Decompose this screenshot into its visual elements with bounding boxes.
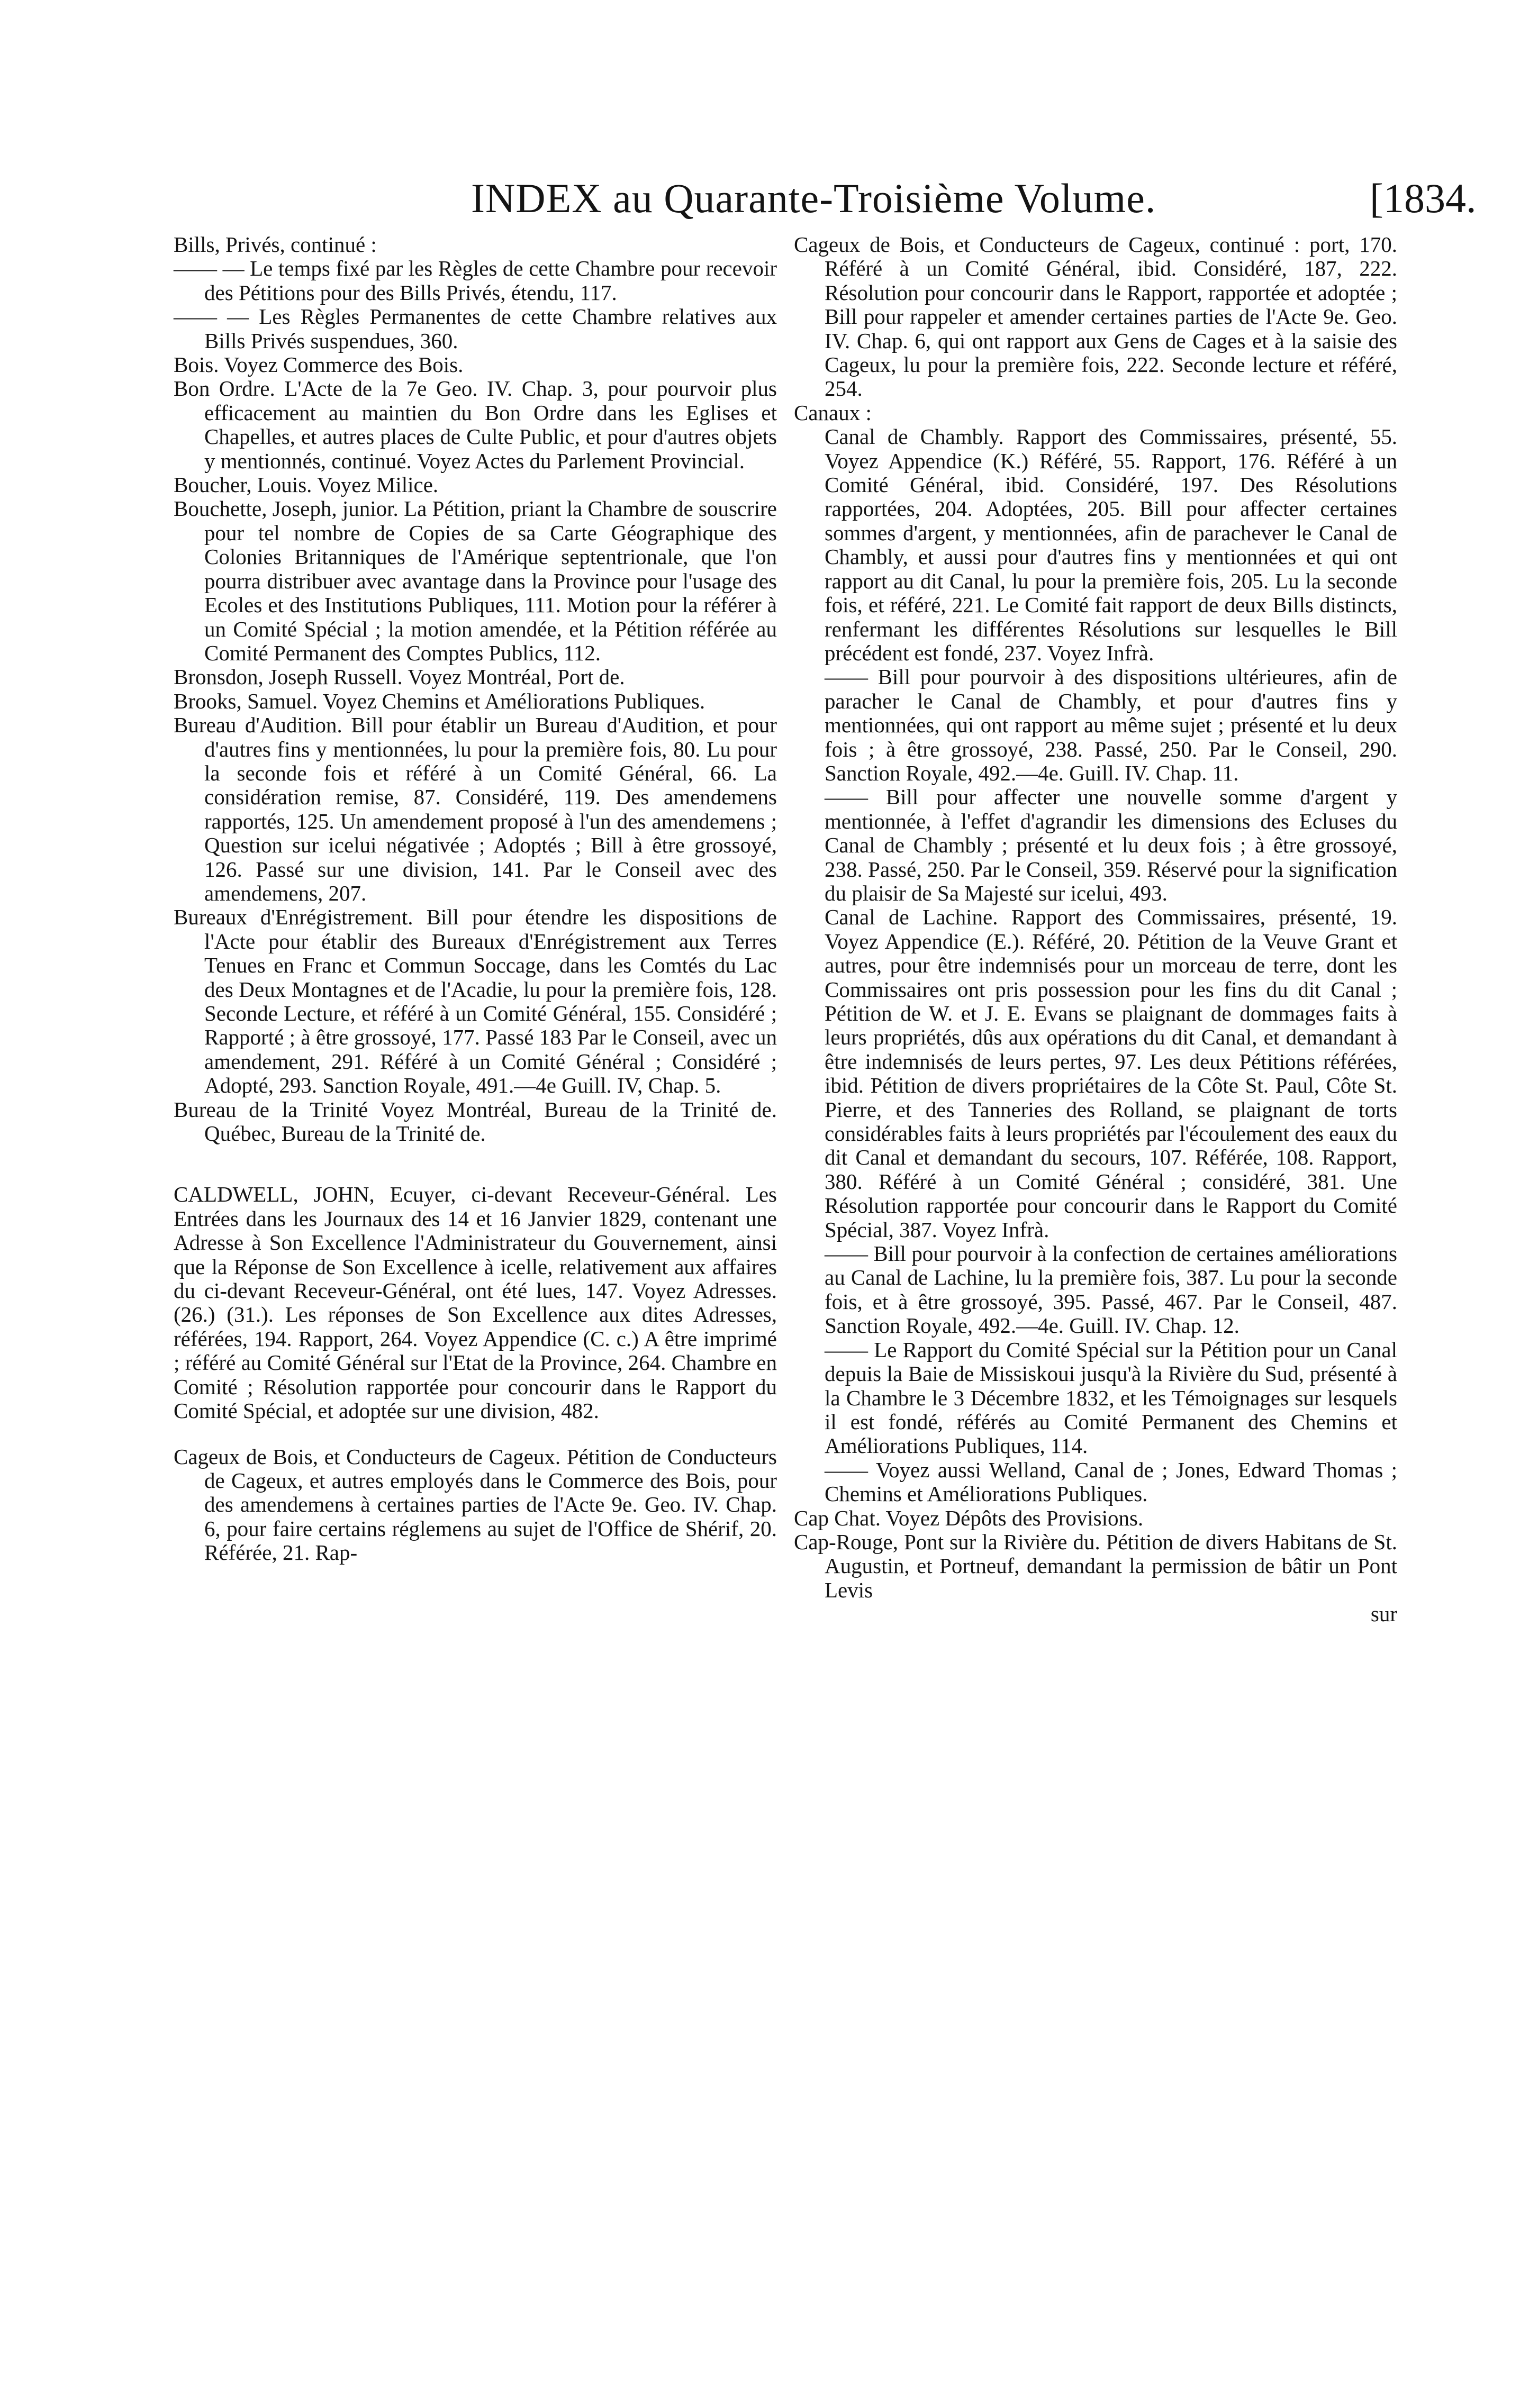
index-entry: Canaux : — [794, 400, 872, 425]
index-entry: Boucher, Louis. Voyez Milice. — [174, 472, 439, 497]
left-column — [174, 233, 777, 1565]
index-subentry: —— Bill pour affecter une nouvelle somme d'argent y mentionnée, à l'effet d'agrandir les dimensions des Ecluses du Canal de Chambly ; présenté et lu deux fois ; à être grossoyé, 238. Passé, 250. Par le Conseil, 359. Réservé pour la signification du plaisir de Sa Majesté sur icelui, 493. — [825, 785, 1397, 905]
index-entry: Cageux de Bois, et Conducteurs de Cageux, continué : port, 170. Référé à un Comité Général, ibid. Considéré, 187, 222. Résolution pour concourir dans le Rapport, rapportée et adoptée ; Bill pour rappeler et amender certaines parties de l'Acte 9e. Geo. IV. Chap. 6, qui ont rapport aux Gens de Cages et à la saisie des Cageux, lu pour la première fois, 222. Seconde lecture et référé, 254. — [794, 232, 1397, 401]
page-year: [1834. — [1370, 175, 1477, 221]
index-entry: Bronsdon, Joseph Russell. Voyez Montréal, Port de. — [174, 665, 625, 689]
right-column — [794, 233, 1397, 1626]
index-entry: Cageux de Bois, et Conducteurs de Cageux. Pétition de Conducteurs de Cageux, et autres employés dans le Commerce des Bois, pour des amendemens à certaines parties de l'Acte 9e. Geo. IV. Chap. 6, pour faire certains réglemens au sujet de l'Office de Shérif, 20. Référée, 21. Rap- — [174, 1444, 777, 1565]
index-entry: Bureaux d'Enrégistrement. Bill pour étendre les dispositions de l'Acte pour établir des Bureaux d'Enrégistrement aux Terres Tenues en Franc et Commun Soccage, dans les Comtés du Lac des Deux Montagnes et de l'Acadie, lu pour la première fois, 128. Seconde Lecture, et référé à un Comité Général, 155. Considéré ; Rapporté ; à être grossoyé, 177. Passé 183 Par le Conseil, avec un amendement, 291. Référé à un Comité Général ; Considéré ; Adopté, 293. Sanction Royale, 491.—4e Guill. IV, Chap. 5. — [174, 905, 777, 1098]
index-subentry: —— Bill pour pourvoir à la confection de certaines améliorations au Canal de Lachine, lu la première fois, 387. Lu pour la seconde fois, et à être grossoyé, 395. Passé, 467. Par le Conseil, 487. Sanction Royale, 492.—4e. Guill. IV. Chap. 12. — [825, 1241, 1397, 1338]
catchword: sur — [1370, 1602, 1397, 1626]
index-entry: Cap-Rouge, Pont sur la Rivière du. Pétition de divers Habitans de St. Augustin, et Portneuf, demandant la permission de bâtir un Pont Levis — [794, 1529, 1397, 1602]
index-subentry: —— Le Rapport du Comité Spécial sur la Pétition pour un Canal depuis la Baie de Missiskoui jusqu'à la Rivière du Sud, présenté à la Chambre le 3 Décembre 1832, et les Témoignages sur lesquels il est fondé, référés au Comité Permanent des Chemins et Améliorations Publiques, 114. — [825, 1337, 1397, 1458]
index-entry: Bois. Voyez Commerce des Bois. — [174, 352, 464, 377]
page-title: INDEX au Quarante-Troisième Volume. — [471, 175, 1156, 221]
index-entry: —— — Les Règles Permanentes de cette Chambre relatives aux Bills Privés suspendues, 360. — [174, 304, 777, 353]
index-entry: Bureau d'Audition. Bill pour établir un Bureau d'Audition, et pour d'autres fins y mentionnées, lu pour la première fois, 80. Lu pour la seconde fois et référé à un Comité Général, 66. La considération remise, 87. Considéré, 119. Des amendemens rapportés, 125. Un amendement proposé à l'un des amendemens ; Question sur icelui négativée ; Adoptés ; Bill à être grossoyé, 126. Passé sur une division, 141. Par le Conseil avec des amendemens, 207. — [174, 713, 777, 905]
index-subentry: —— Voyez aussi Welland, Canal de ; Jones, Edward Thomas ; Chemins et Améliorations Publiques. — [825, 1457, 1397, 1506]
index-entry: —— — Le temps fixé par les Règles de cette Chambre pour recevoir des Pétitions pour des Bills Privés, étendu, 117. — [174, 256, 777, 305]
index-entry: Cap Chat. Voyez Dépôts des Provisions. — [794, 1505, 1144, 1530]
page-header — [0, 175, 1520, 238]
index-subentry: Canal de Chambly. Rapport des Commissaires, présenté, 55. Voyez Appendice (K.) Référé, 55. Rapport, 176. Référé à un Comité Général, ibid. Considéré, 197. Des Résolutions rapportées, 204. Adoptées, 205. Bill pour affecter certaines sommes d'argent, y mentionnées, afin de parachever le Canal de Chambly, et aussi pour d'autres fins y mentionnées et qui ont rapport au dit Canal, lu pour la première fois, 205. Lu la seconde fois, et référé, 221. Le Comité fait rapport de deux Bills distincts, renfermant les différentes Résolutions sur lesquelles le Bill précédent est fondé, 237. Voyez Infrà. — [825, 424, 1397, 665]
index-entry: Bureau de la Trinité Voyez Montréal, Bureau de la Trinité de. Québec, Bureau de la Trinité de. — [174, 1097, 777, 1146]
index-entry: Brooks, Samuel. Voyez Chemins et Améliorations Publiques. — [174, 688, 705, 713]
index-subentry: —— Bill pour pourvoir à des dispositions ultérieures, afin de paracher le Canal de Chambly, et pour d'autres fins y mentionnées, qui ont rapport au même sujet ; présenté et lu deux fois ; à être grossoyé, 238. Passé, 250. Par le Conseil, 290. Sanction Royale, 492.—4e. Guill. IV. Chap. 11. — [825, 665, 1397, 785]
index-entry: Bouchette, Joseph, junior. La Pétition, priant la Chambre de souscrire pour tel nombre de Copies de sa Carte Géographique des Colonies Britanniques de l'Amérique septentrionale, que l'on pourra distribuer avec avantage dans la Province pour l'usage des Ecoles et des Institutions Publiques, 111. Motion pour la référer à un Comité Spécial ; la motion amendée, et la Pétition référée au Comité Permanent des Comptes Publics, 112. — [174, 496, 777, 665]
caldwell-entry: CALDWELL, JOHN, Ecuyer, ci-devant Receveur-Général. Les Entrées dans les Journaux des 14 et 16 Janvier 1829, contenant une Adresse à Son Excellence l'Administrateur du Gouvernement, ainsi que la Réponse de Son Excellence à icelle, relativement aux affaires du ci-devant Receveur-Général, ont été lues, 147. Voyez Adresses. (26.) (31.). Les réponses de Son Excellence aux dites Adresses, référées, 194. Rapport, 264. Voyez Appendice (C. c.) A être imprimé ; référé au Comité Général sur l'Etat de la Province, 264. Chambre en Comité ; Résolution rapportée pour concourir dans le Rapport du Comité Spécial, et adoptée sur une division, 482. — [174, 1182, 777, 1423]
index-subentry: Canal de Lachine. Rapport des Commissaires, présenté, 19. Voyez Appendice (E.). Référé, 20. Pétition de la Veuve Grant et autres, pour être indemnisés pour un morceau de terre, dont les Commissaires ont pris possession pour les fins du dit Canal ; Pétition de W. et J. E. Evans se plaignant de dommages faits à leurs propriétés, dûs aux opérations du dit Canal, et demandant à être indemnisés de leurs pertes, 97. Les deux Pétitions référées, ibid. Pétition de divers propriétaires de la Côte St. Paul, Côte St. Pierre, et des Tanneries des Rolland, se plaignant de torts considérables faits à leurs propriétés par l'écoulement des eaux du dit Canal et demandant du secours, 107. Référée, 108. Rapport, 380. Référé à un Comité Général ; considéré, 381. Une Résolution rapportée pour concourir dans le Rapport du Comité Spécial, 387. Voyez Infrà. — [825, 905, 1397, 1242]
index-entry: Bills, Privés, continué : — [174, 232, 377, 257]
index-entry: Bon Ordre. L'Acte de la 7e Geo. IV. Chap. 3, pour pourvoir plus efficacement au maintien du Bon Ordre dans les Eglises et Chapelles, et autres places de Culte Public, et pour d'autres objets y mentionnés, continué. Voyez Actes du Parlement Provincial. — [174, 376, 777, 473]
